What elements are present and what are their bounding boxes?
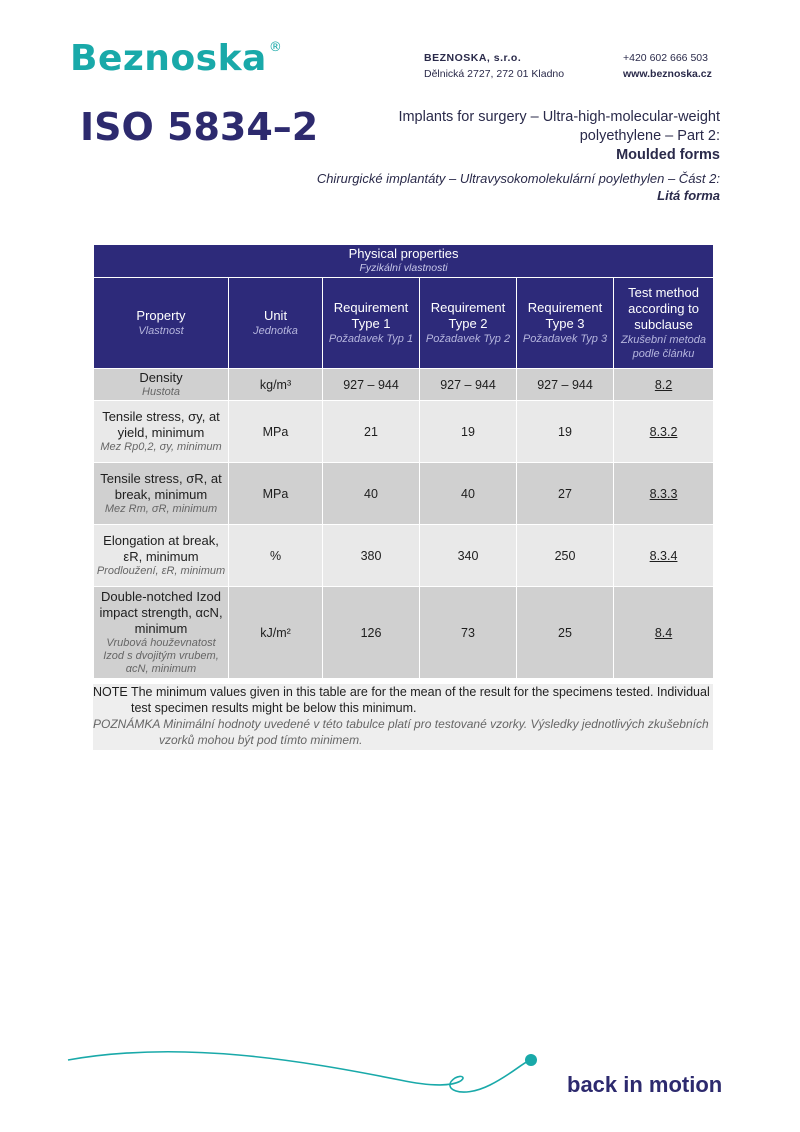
column-header-en: Unit	[263, 308, 288, 323]
table-row	[94, 525, 714, 587]
subtitle-cz-line1: Chirurgické implantáty – Ultravysokomolekulární poylethylen – Část 2:	[316, 171, 720, 186]
unit-cell: MPa	[229, 463, 323, 525]
property-name-cz: Prodloužení, εR, minimum	[96, 565, 226, 577]
column-header	[420, 278, 517, 369]
table-title	[94, 245, 714, 278]
test-method-link[interactable]: 8.4	[654, 625, 673, 640]
subtitle-en-line2: polyethylene – Part 2:	[579, 128, 720, 144]
phone: +420 602 666 503	[623, 52, 708, 64]
subtitle-en-line1: Implants for surgery – Ultra-high-molecular-weight	[398, 109, 720, 125]
column-header-cz: Požadavek Typ 1	[328, 333, 414, 345]
requirement-cell: 380	[323, 525, 420, 587]
requirement-cell: 21	[323, 401, 420, 463]
requirement-cell: 40	[323, 463, 420, 525]
company-info	[424, 50, 564, 82]
unit-cell: %	[229, 525, 323, 587]
requirement-cell: 73	[420, 587, 517, 679]
test-method-cell	[614, 369, 714, 401]
property-name: Tensile stress, σy, at yield, minimum	[102, 409, 220, 440]
note-en: NOTE The minimum values given in this table are for the mean of the result for the specimens tested. Individual test specimen results might be below this minimum.	[93, 685, 710, 715]
test-method-cell	[614, 587, 714, 679]
requirement-cell: 19	[420, 401, 517, 463]
requirement-cell: 27	[517, 463, 614, 525]
note-cz: POZNÁMKA Minimální hodnoty uvedené v této tabulce platí pro testované vzorky. Výsledky jednotlivých zkušebních vzorků mohou být pod tímto minimem.	[93, 717, 709, 747]
subtitle-cz-bold: Litá forma	[657, 188, 720, 203]
property-name: Double-notched Izod impact strength, αcN, minimum	[99, 589, 223, 636]
requirement-cell: 40	[420, 463, 517, 525]
table-row	[94, 587, 714, 679]
physical-properties-table	[93, 244, 714, 679]
property-cell	[94, 587, 229, 679]
table-title-en: Physical properties	[348, 246, 459, 261]
beznoska-logo: Beznoska ®	[70, 38, 283, 79]
test-method-link[interactable]: 8.3.3	[649, 486, 678, 501]
property-cell	[94, 463, 229, 525]
requirement-cell: 927 – 944	[420, 369, 517, 401]
test-method-link[interactable]: 8.3.2	[649, 424, 678, 439]
table-body	[94, 369, 714, 679]
requirement-cell: 25	[517, 587, 614, 679]
property-name: Tensile stress, σR, at break, minimum	[100, 471, 222, 502]
property-name-cz: Vrubová houževnatost Izod s dvojitým vrubem, αcN, minimum	[103, 637, 219, 675]
column-header-en: Property	[136, 308, 186, 323]
iso-title: ISO 5834–2	[80, 105, 319, 149]
requirement-cell: 19	[517, 401, 614, 463]
column-header-en: Requirement Type 1	[333, 300, 409, 331]
registered-mark: ®	[268, 40, 283, 55]
property-name: Elongation at break, εR, minimum	[103, 533, 219, 564]
column-header	[323, 278, 420, 369]
column-header-cz: Zkušební metoda podle článku	[621, 334, 707, 360]
test-method-cell	[614, 463, 714, 525]
column-header	[614, 278, 714, 369]
table-note	[93, 684, 713, 750]
test-method-link[interactable]: 8.2	[654, 377, 673, 392]
test-method-cell	[614, 401, 714, 463]
column-header-cz: Vlastnost	[138, 325, 184, 337]
property-name-cz: Hustota	[142, 386, 180, 398]
contact-info	[623, 50, 712, 82]
column-header-cz: Požadavek Typ 2	[425, 333, 511, 345]
column-header-en: Requirement Type 3	[527, 300, 603, 331]
table-row	[94, 463, 714, 525]
table-header-row	[94, 278, 714, 369]
column-header	[94, 278, 229, 369]
property-name-cz: Mez Rm, σR, minimum	[104, 503, 218, 515]
unit-cell: kg/m³	[229, 369, 323, 401]
requirement-cell: 340	[420, 525, 517, 587]
property-cell	[94, 401, 229, 463]
column-header	[229, 278, 323, 369]
company-address: Dělnická 2727, 272 01 Kladno	[424, 68, 565, 80]
column-header-cz: Jednotka	[253, 325, 298, 337]
column-header-cz: Požadavek Typ 3	[522, 333, 608, 345]
table-row	[94, 401, 714, 463]
website-link[interactable]: www.beznoska.cz	[623, 68, 712, 80]
table-row	[94, 369, 714, 401]
property-cell	[94, 369, 229, 401]
company-name: BEZNOSKA, s.r.o.	[424, 52, 522, 64]
subtitle-en-bold: Moulded forms	[616, 147, 720, 163]
requirement-cell: 126	[323, 587, 420, 679]
property-cell	[94, 525, 229, 587]
column-header-en: Requirement Type 2	[430, 300, 506, 331]
table-title-cz: Fyzikální vlastnosti	[359, 262, 448, 274]
wave-decoration	[0, 1040, 560, 1110]
test-method-cell	[614, 525, 714, 587]
requirement-cell: 927 – 944	[323, 369, 420, 401]
subtitle-cz	[200, 170, 720, 204]
tagline: back in motion	[567, 1072, 723, 1097]
unit-cell: kJ/m²	[229, 587, 323, 679]
property-name: Density	[139, 370, 183, 385]
column-header-en: Test method according to subclause	[628, 285, 699, 332]
column-header	[517, 278, 614, 369]
requirement-cell: 927 – 944	[517, 369, 614, 401]
test-method-link[interactable]: 8.3.4	[649, 548, 678, 563]
subtitle-en	[280, 108, 720, 165]
requirement-cell: 250	[517, 525, 614, 587]
property-name-cz: Mez Rp0,2, σy, minimum	[100, 441, 222, 453]
unit-cell: MPa	[229, 401, 323, 463]
